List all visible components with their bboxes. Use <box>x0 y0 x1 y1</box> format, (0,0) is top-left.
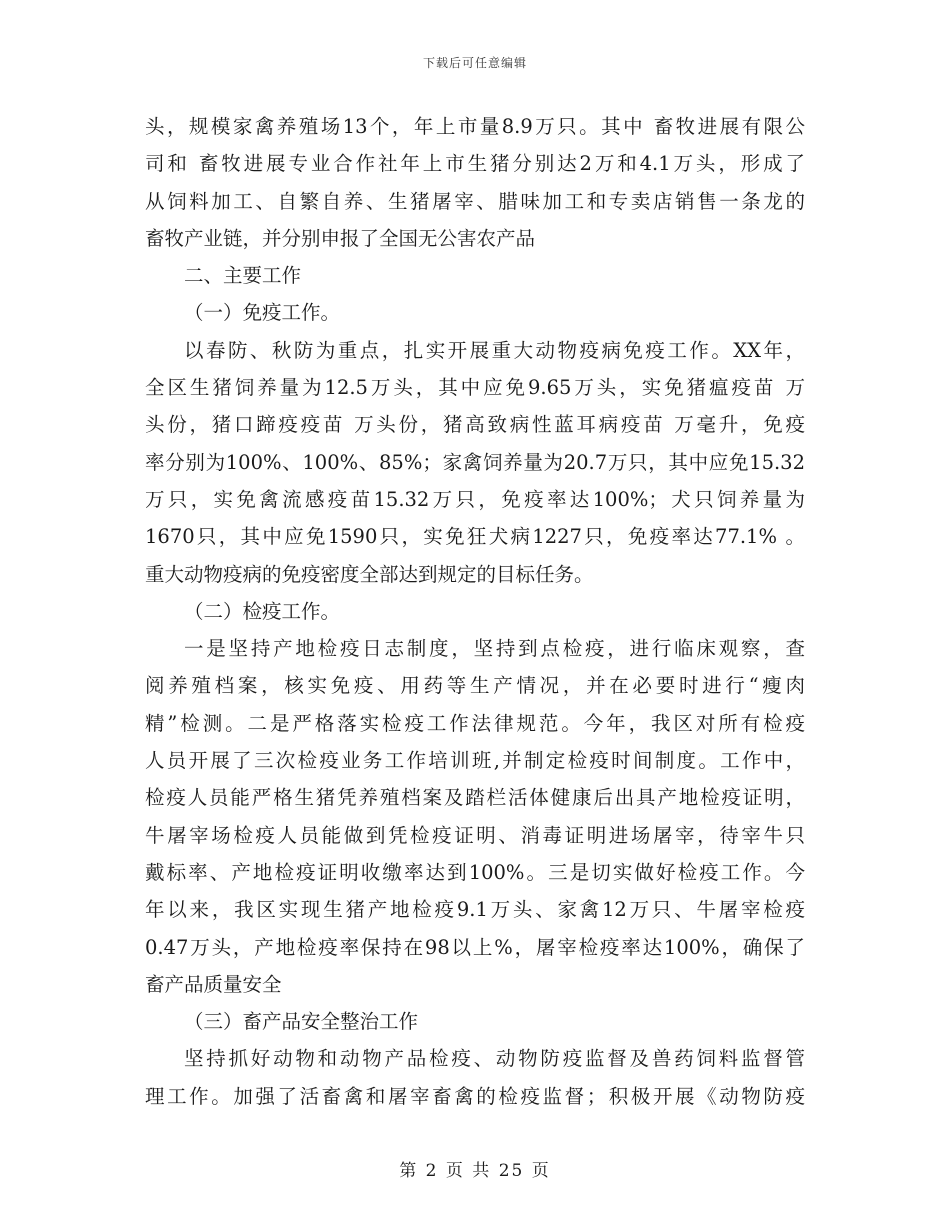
document-line: 年以来，我区实现生猪产地检疫9.1万头、家禽12万只、牛屠宰检疫 <box>145 898 805 922</box>
document-line: 0.47万头，产地检疫率保持在98以上%，屠宰检疫率达100%，确保了 <box>145 935 805 959</box>
document-line: 一是坚持产地检疫日志制度，坚持到点检疫，进行临床观察，查 <box>184 637 805 661</box>
document-line: 从饲料加工、自繁自养、生猪屠宰、腊味加工和专卖店销售一条龙的 <box>145 189 805 213</box>
document-line: （一）免疫工作。 <box>184 301 341 325</box>
document-line: 检疫人员能严格生猪凭养殖档案及踏栏活体健康后出具产地检疫证明， <box>145 786 805 810</box>
document-line: 万只，实免禽流感疫苗15.32万只，免疫率达100%；犬只饲养量为 <box>145 487 805 511</box>
document-line: 全区生猪饲养量为12.5万头，其中应免9.65万头，实免猪瘟疫苗 万 <box>145 376 805 400</box>
document-line: 重大动物疫病的免疫密度全部达到规定的目标任务。 <box>145 562 594 586</box>
document-line: （二）检疫工作。 <box>184 599 341 623</box>
document-line: 坚持抓好动物和动物产品检疫、动物防疫监督及兽药饲料监督管 <box>184 1047 805 1071</box>
document-line: 精”检测。二是严格落实检疫工作法律规范。今年，我区对所有检疫 <box>145 711 805 735</box>
document-line: 阅养殖档案，核实免疫、用药等生产情况，并在必要时进行“瘦肉 <box>145 674 805 698</box>
document-line: 畜产品质量安全 <box>145 972 282 996</box>
document-line: 畜牧产业链，并分别申报了全国无公害农产品 <box>145 226 536 250</box>
document-line: （三）畜产品安全整治工作 <box>184 1010 419 1034</box>
page-footer: 第 2 页 共 25 页 <box>399 1161 551 1181</box>
document-line: 1670只，其中应免1590只，实免狂犬病1227只，免疫率达77.1% 。 <box>145 525 805 549</box>
document-line: 头，规模家禽养殖场13个，年上市量8.9万只。其中 畜牧进展有限公 <box>145 115 805 138</box>
document-line: 率分别为100%、100%、85%；家禽饲养量为20.7万只，其中应免15.32 <box>145 450 805 474</box>
document-line: 戴标率、产地检疫证明收缴率达到100%。三是切实做好检疫工作。今 <box>145 860 805 884</box>
document-body <box>145 108 805 1115</box>
document-line: 司和 畜牧进展专业合作社年上市生猪分别达2万和4.1万头，形成了 <box>145 152 805 176</box>
document-line: 人员开展了三次检疫业务工作培训班,并制定检疫时间制度。工作中， <box>145 749 805 773</box>
document-line: 牛屠宰场检疫人员能做到凭检疫证明、消毒证明进场屠宰，待宰牛只 <box>145 823 805 847</box>
document-line: 以春防、秋防为重点，扎实开展重大动物疫病免疫工作。XX年， <box>184 338 805 362</box>
document-line: 理工作。加强了活畜禽和屠宰畜禽的检疫监督；积极开展《动物防疫 <box>145 1084 805 1108</box>
page-header-note: 下载后可任意编辑 <box>422 56 527 70</box>
document-line: 头份，猪口蹄疫疫苗 万头份，猪高致病性蓝耳病疫苗 万毫升，免疫 <box>145 413 805 437</box>
document-line: 二、主要工作 <box>184 264 302 288</box>
